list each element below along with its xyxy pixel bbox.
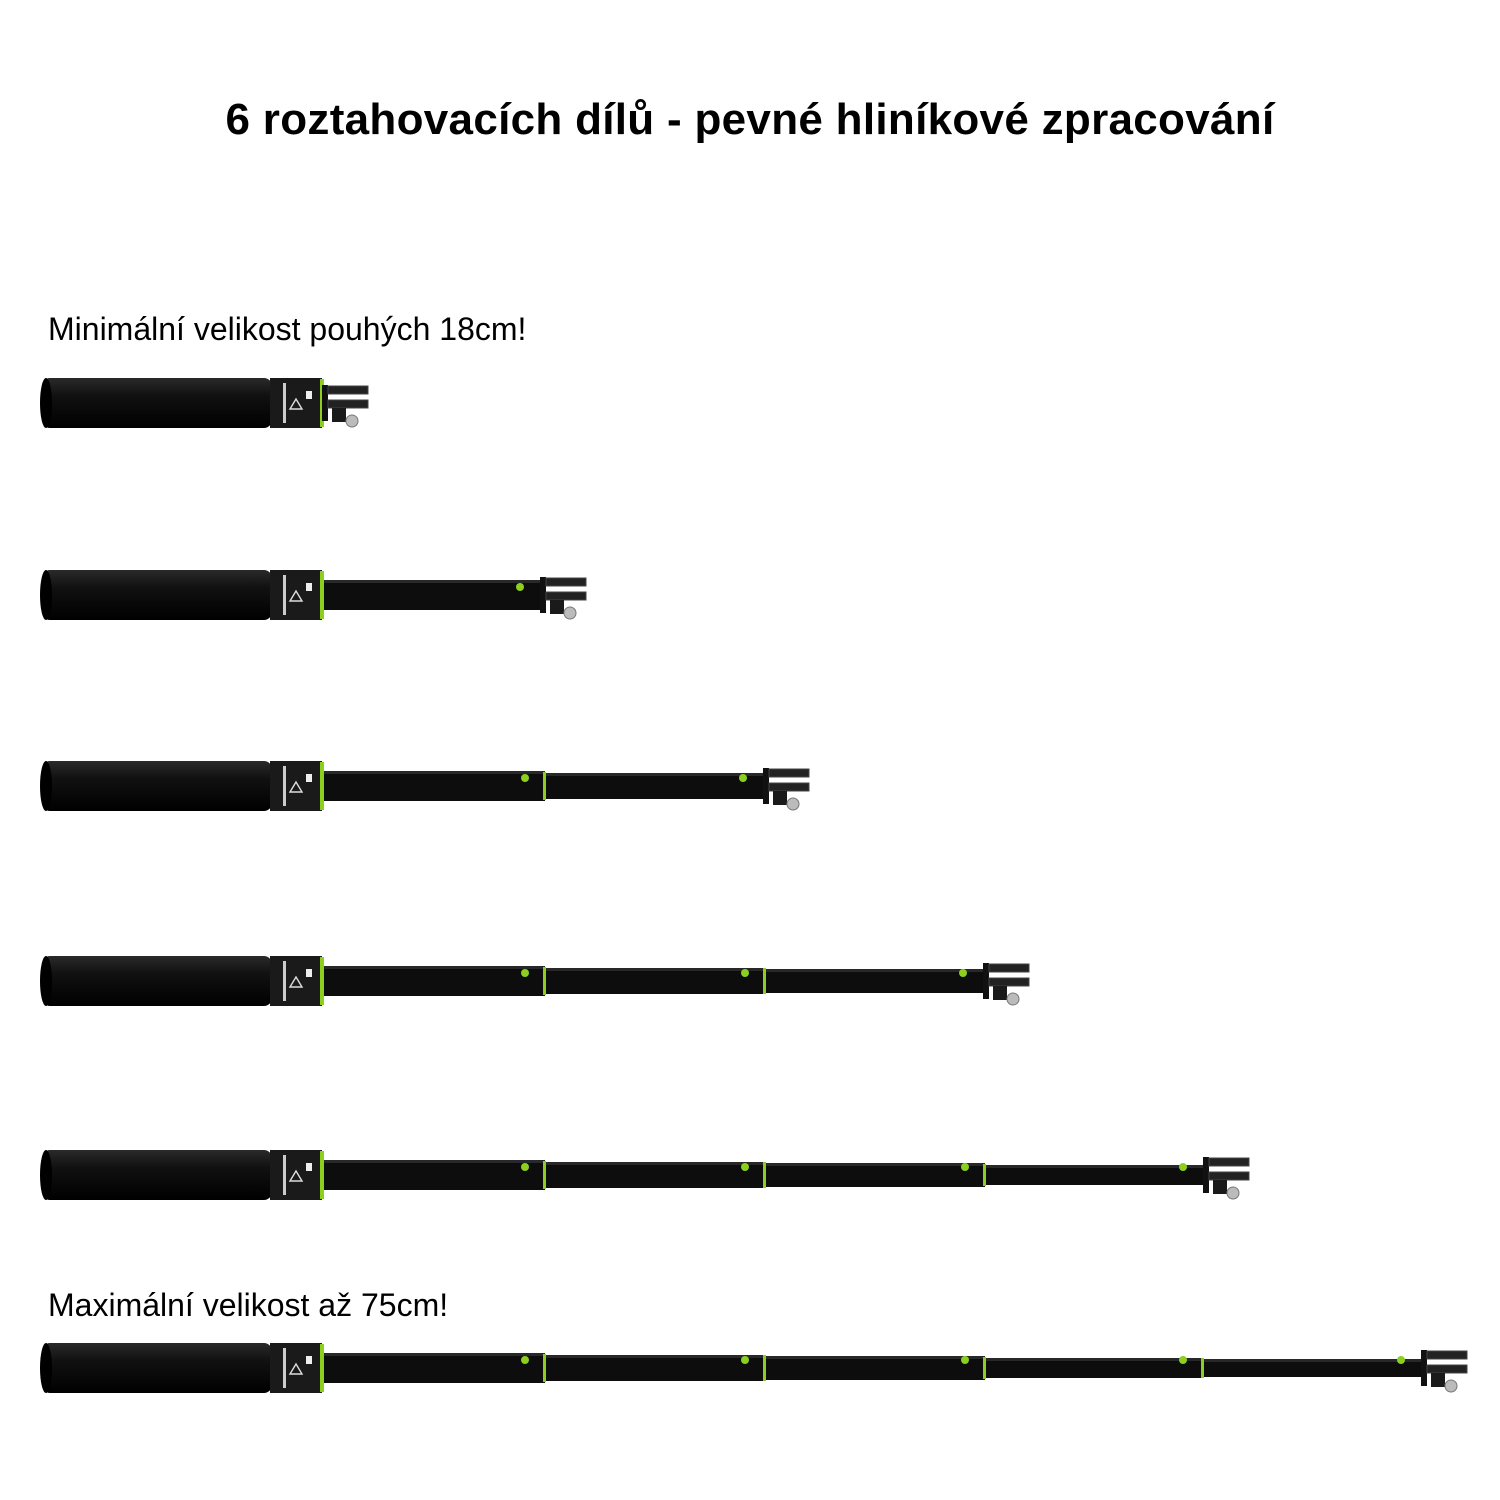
max-size-caption: Maximální velikost až 75cm! <box>48 1287 449 1323</box>
selfie-stick-collapsed-photo <box>0 370 1500 440</box>
min-size-caption: Minimální velikost pouhých 18cm! <box>48 311 527 347</box>
selfie-stick-3-sections-photo <box>0 753 1500 823</box>
selfie-stick-4-sections-photo <box>0 948 1500 1018</box>
selfie-stick-2-sections-photo <box>0 562 1500 632</box>
page-title: 6 roztahovacích dílů - pevné hliníkové zpracování <box>225 95 1275 144</box>
selfie-stick-5-sections-photo <box>0 1142 1500 1212</box>
selfie-stick-fully-extended-photo <box>0 1335 1500 1405</box>
